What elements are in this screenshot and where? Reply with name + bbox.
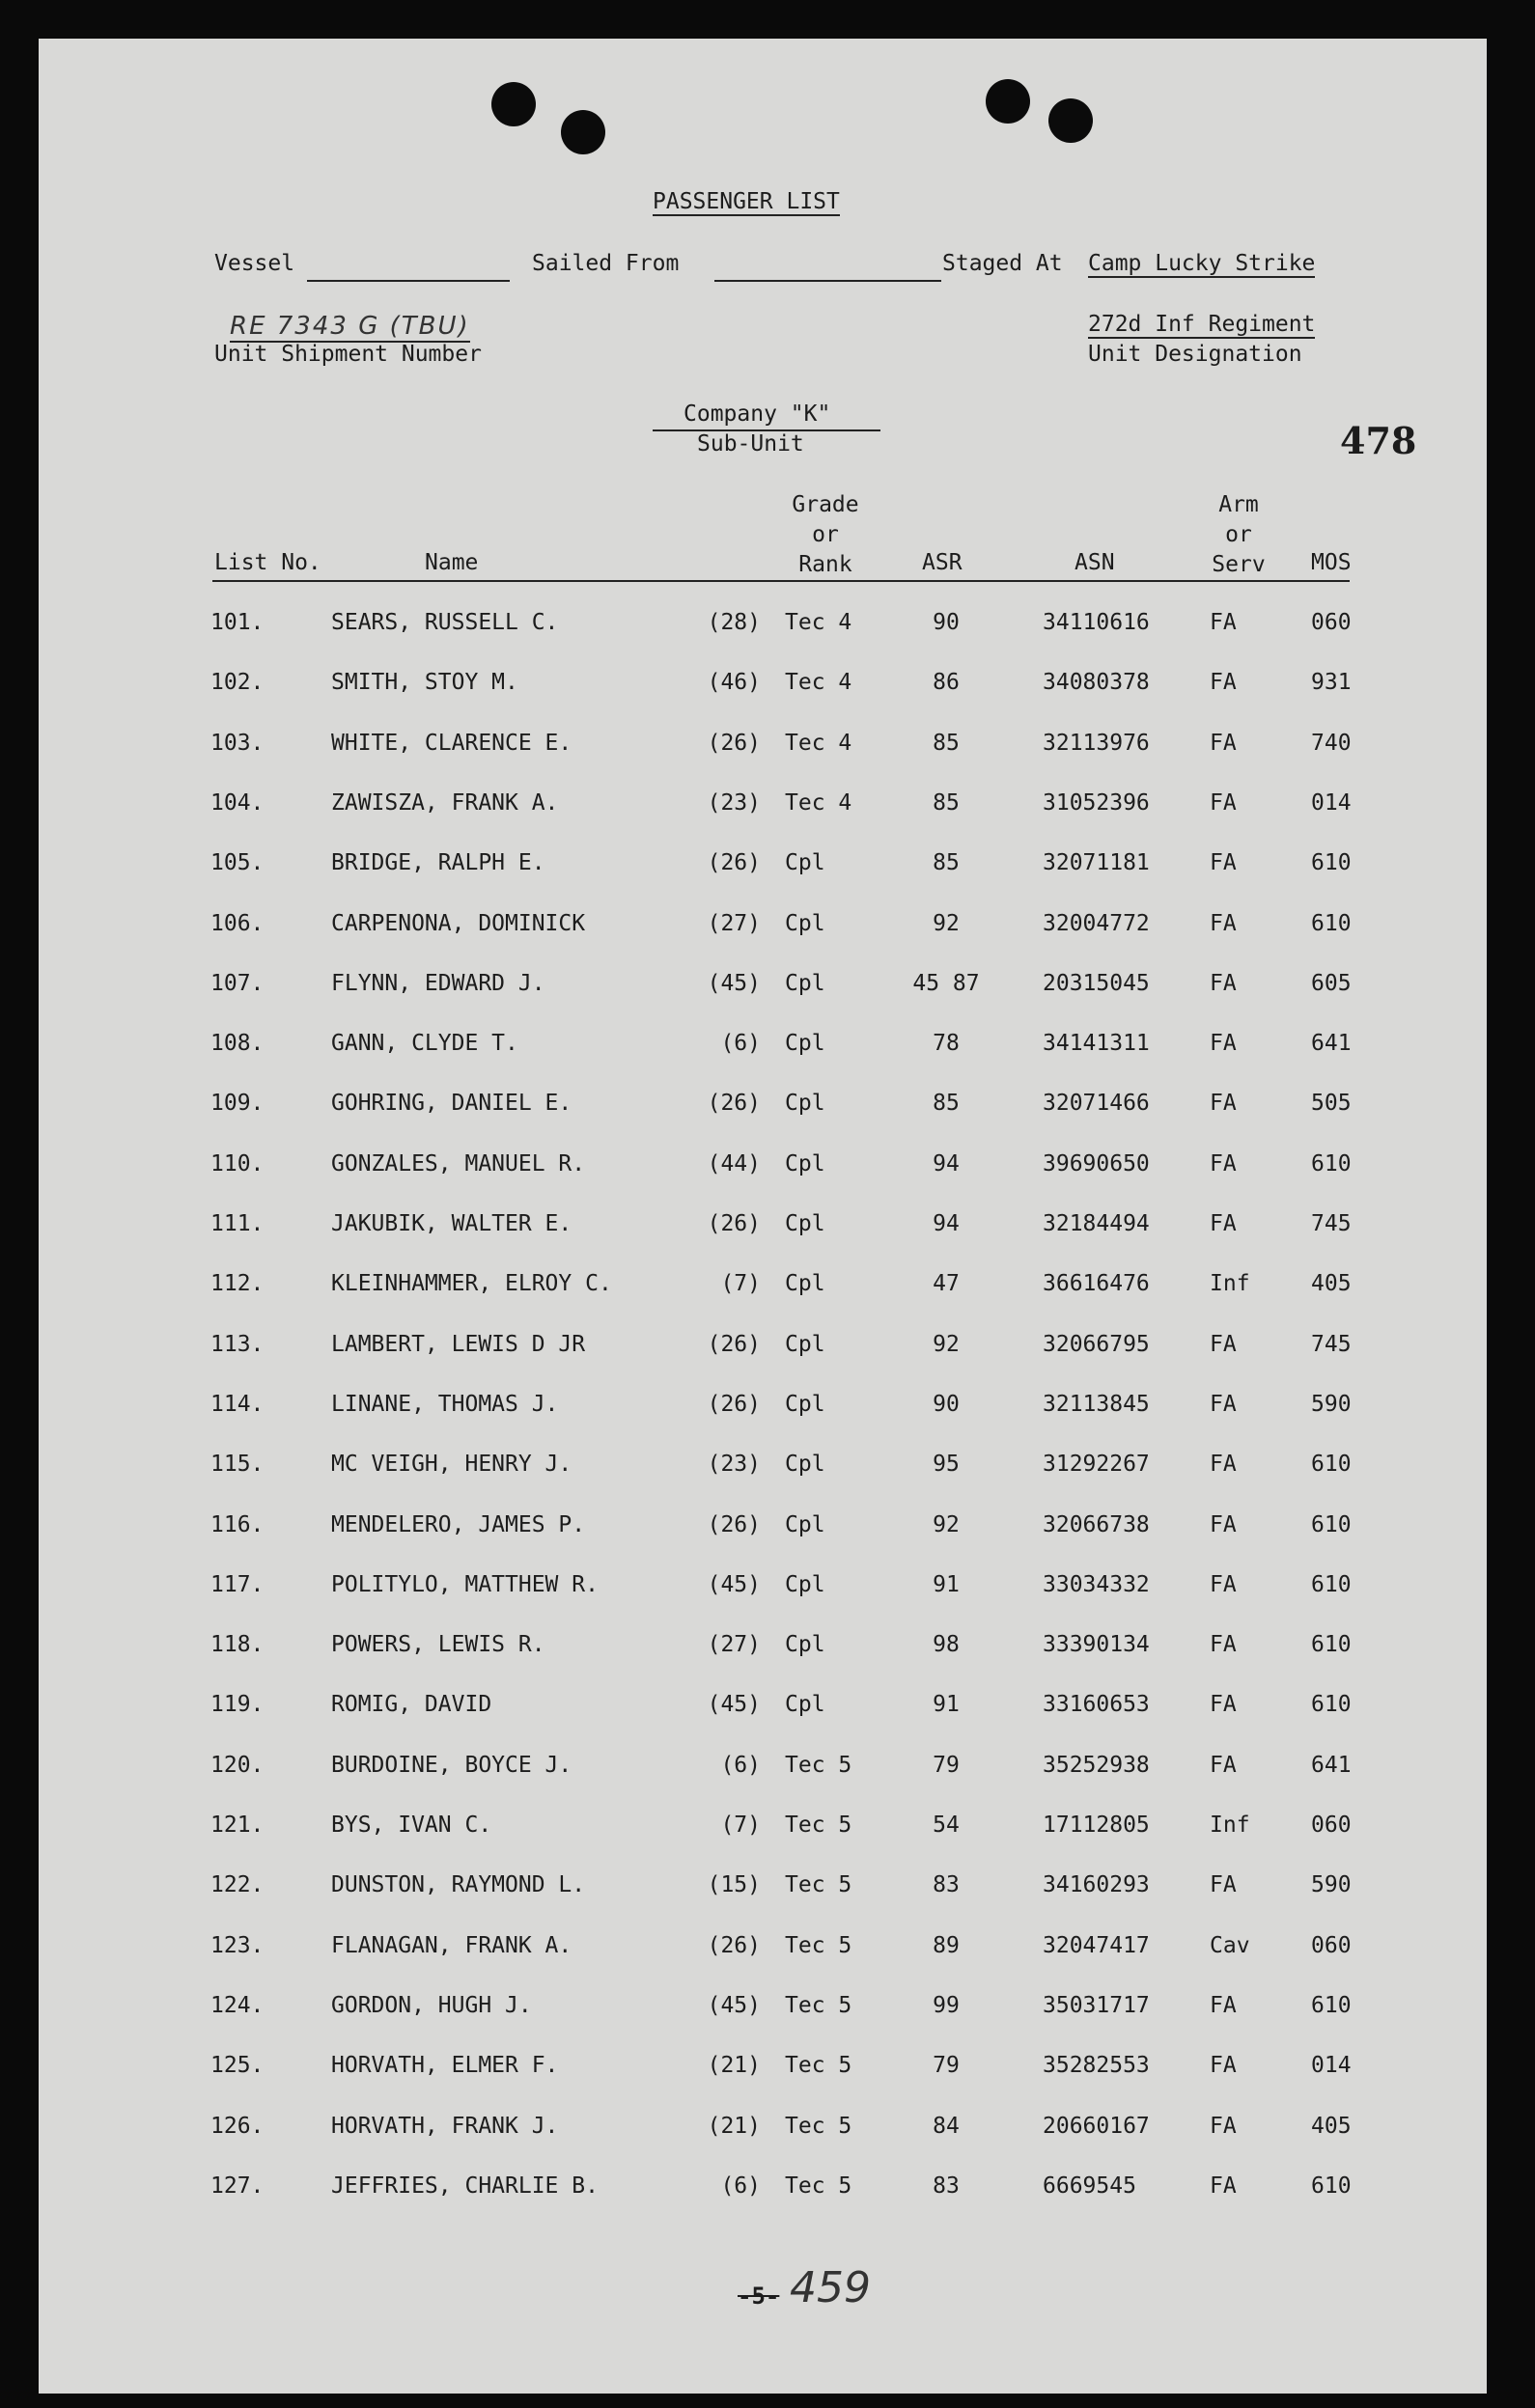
grade-cell: Tec 4 — [785, 731, 852, 756]
name-cell: JEFFRIES, CHARLIE B. — [331, 2173, 599, 2199]
col-header-asn: ASN — [1074, 550, 1115, 575]
age-cell: (26) — [707, 731, 761, 756]
table-row — [39, 1091, 1487, 1129]
arm-cell: FA — [1210, 610, 1237, 635]
header-rule — [212, 580, 1350, 582]
age-cell: (26) — [707, 1512, 761, 1537]
list-no-cell: 103. — [210, 731, 265, 756]
mos-cell: 745 — [1311, 1211, 1352, 1236]
punch-hole — [986, 79, 1030, 124]
asn-cell: 6669545 — [1043, 2173, 1136, 2199]
grade-cell: Tec 5 — [785, 1933, 852, 1958]
list-no-cell: 127. — [210, 2173, 265, 2199]
subunit-label: Sub-Unit — [697, 431, 804, 457]
arm-cell: FA — [1210, 2114, 1237, 2139]
name-cell: HORVATH, FRANK J. — [331, 2114, 559, 2139]
grade-cell: Cpl — [785, 1632, 825, 1657]
mos-cell: 590 — [1311, 1872, 1352, 1897]
name-cell: BYS, IVAN C. — [331, 1813, 492, 1838]
punch-hole — [561, 110, 605, 154]
arm-cell: FA — [1210, 1692, 1237, 1717]
col-header-arm-line3: Serv — [1212, 552, 1266, 577]
mos-cell: 060 — [1311, 610, 1352, 635]
arm-cell: FA — [1210, 1753, 1237, 1778]
grade-cell: Cpl — [785, 1392, 825, 1417]
asn-cell: 32004772 — [1043, 911, 1150, 936]
col-header-arm-line1: Arm — [1218, 492, 1259, 517]
grade-cell: Cpl — [785, 911, 825, 936]
mos-cell: 610 — [1311, 1151, 1352, 1176]
name-cell: LAMBERT, LEWIS D JR — [331, 1332, 586, 1357]
asr-cell: 83 — [933, 2173, 960, 2199]
col-header-arm-line2: or — [1225, 522, 1252, 547]
age-cell: (23) — [707, 790, 761, 816]
age-cell: (45) — [707, 971, 761, 996]
arm-cell: FA — [1210, 1512, 1237, 1537]
age-cell: (26) — [707, 1091, 761, 1116]
asn-cell: 32047417 — [1043, 1933, 1150, 1958]
name-cell: GANN, CLYDE T. — [331, 1031, 518, 1056]
list-no-cell: 123. — [210, 1933, 265, 1958]
table-row — [39, 850, 1487, 889]
name-cell: MENDELERO, JAMES P. — [331, 1512, 586, 1537]
mos-cell: 405 — [1311, 1271, 1352, 1296]
name-cell: GOHRING, DANIEL E. — [331, 1091, 572, 1116]
name-cell: BRIDGE, RALPH E. — [331, 850, 545, 875]
age-cell: (45) — [707, 1572, 761, 1597]
list-no-cell: 111. — [210, 1211, 265, 1236]
asr-cell: 91 — [933, 1572, 960, 1597]
table-row — [39, 1572, 1487, 1611]
arm-cell: FA — [1210, 1572, 1237, 1597]
grade-cell: Tec 5 — [785, 2114, 852, 2139]
table-row — [39, 911, 1487, 950]
asr-cell: 45 87 — [912, 971, 980, 996]
name-cell: FLANAGAN, FRANK A. — [331, 1933, 572, 1958]
age-cell: (6) — [720, 1753, 761, 1778]
table-row — [39, 1872, 1487, 1911]
asn-cell: 32066738 — [1043, 1512, 1150, 1537]
age-cell: (15) — [707, 1872, 761, 1897]
name-cell: ZAWISZA, FRANK A. — [331, 790, 559, 816]
asr-cell: 94 — [933, 1211, 960, 1236]
list-no-cell: 126. — [210, 2114, 265, 2139]
age-cell: (45) — [707, 1993, 761, 2018]
shipment-number-value: RE 7343 G (TBU) — [230, 312, 470, 341]
table-row — [39, 971, 1487, 1010]
asr-cell: 85 — [933, 1091, 960, 1116]
table-row — [39, 731, 1487, 769]
asr-cell: 78 — [933, 1031, 960, 1056]
mos-cell: 745 — [1311, 1332, 1352, 1357]
mos-cell: 641 — [1311, 1753, 1352, 1778]
asn-cell: 20315045 — [1043, 971, 1150, 996]
asr-cell: 85 — [933, 790, 960, 816]
col-header-name: Name — [425, 550, 479, 575]
arm-cell: FA — [1210, 1993, 1237, 2018]
asn-cell: 32113976 — [1043, 731, 1150, 756]
col-header-asr: ASR — [922, 550, 963, 575]
mos-cell: 610 — [1311, 1692, 1352, 1717]
arm-cell: FA — [1210, 850, 1237, 875]
list-no-cell: 105. — [210, 850, 265, 875]
list-no-cell: 117. — [210, 1572, 265, 1597]
asr-cell: 85 — [933, 731, 960, 756]
age-cell: (26) — [707, 850, 761, 875]
list-no-cell: 104. — [210, 790, 265, 816]
age-cell: (7) — [720, 1813, 761, 1838]
mos-cell: 610 — [1311, 911, 1352, 936]
name-cell: MC VEIGH, HENRY J. — [331, 1452, 572, 1477]
asn-cell: 33390134 — [1043, 1632, 1150, 1657]
asr-cell: 47 — [933, 1271, 960, 1296]
asr-cell: 92 — [933, 911, 960, 936]
mos-cell: 641 — [1311, 1031, 1352, 1056]
grade-cell: Cpl — [785, 1151, 825, 1176]
subunit-value: Company "K" — [684, 401, 831, 427]
asn-cell: 35252938 — [1043, 1753, 1150, 1778]
mos-cell: 610 — [1311, 1452, 1352, 1477]
list-no-cell: 121. — [210, 1813, 265, 1838]
punch-hole — [491, 82, 536, 126]
arm-cell: FA — [1210, 1031, 1237, 1056]
col-header-grade-line1: Grade — [792, 492, 859, 517]
asn-cell: 31292267 — [1043, 1452, 1150, 1477]
mos-cell: 610 — [1311, 1512, 1352, 1537]
name-cell: GORDON, HUGH J. — [331, 1993, 532, 2018]
arm-cell: Cav — [1210, 1933, 1250, 1958]
list-no-cell: 114. — [210, 1392, 265, 1417]
asr-cell: 90 — [933, 610, 960, 635]
grade-cell: Cpl — [785, 1091, 825, 1116]
table-row — [39, 1993, 1487, 2032]
mos-cell: 610 — [1311, 1993, 1352, 2018]
table-row — [39, 1933, 1487, 1972]
grade-cell: Cpl — [785, 1512, 825, 1537]
table-row — [39, 1031, 1487, 1069]
col-header-grade-line2: or — [812, 522, 839, 547]
table-row — [39, 2114, 1487, 2152]
name-cell: CARPENONA, DOMINICK — [331, 911, 586, 936]
col-header-mos: MOS — [1311, 550, 1352, 575]
list-no-cell: 115. — [210, 1452, 265, 1477]
asn-cell: 35031717 — [1043, 1993, 1150, 2018]
arm-cell: FA — [1210, 1392, 1237, 1417]
grade-cell: Tec 4 — [785, 790, 852, 816]
arm-cell: FA — [1210, 1151, 1237, 1176]
age-cell: (46) — [707, 670, 761, 695]
asn-cell: 17112805 — [1043, 1813, 1150, 1838]
asr-cell: 98 — [933, 1632, 960, 1657]
list-no-cell: 102. — [210, 670, 265, 695]
asn-cell: 32071181 — [1043, 850, 1150, 875]
grade-cell: Cpl — [785, 1271, 825, 1296]
grade-cell: Tec 5 — [785, 2173, 852, 2199]
asr-cell: 79 — [933, 1753, 960, 1778]
table-row — [39, 610, 1487, 649]
table-row — [39, 1512, 1487, 1551]
grade-cell: Cpl — [785, 1452, 825, 1477]
mos-cell: 931 — [1311, 670, 1352, 695]
arm-cell: FA — [1210, 731, 1237, 756]
asr-cell: 86 — [933, 670, 960, 695]
list-no-cell: 116. — [210, 1512, 265, 1537]
asn-cell: 31052396 — [1043, 790, 1150, 816]
arm-cell: FA — [1210, 2053, 1237, 2078]
asr-cell: 99 — [933, 1993, 960, 2018]
asr-cell: 83 — [933, 1872, 960, 1897]
name-cell: LINANE, THOMAS J. — [331, 1392, 559, 1417]
age-cell: (28) — [707, 610, 761, 635]
mos-cell: 590 — [1311, 1392, 1352, 1417]
mos-cell: 405 — [1311, 2114, 1352, 2139]
arm-cell: FA — [1210, 911, 1237, 936]
list-no-cell: 107. — [210, 971, 265, 996]
name-cell: WHITE, CLARENCE E. — [331, 731, 572, 756]
table-row — [39, 1753, 1487, 1791]
list-no-cell: 106. — [210, 911, 265, 936]
table-row — [39, 1151, 1487, 1190]
arm-cell: FA — [1210, 2173, 1237, 2199]
mos-cell: 610 — [1311, 1632, 1352, 1657]
asn-cell: 34080378 — [1043, 670, 1150, 695]
mos-cell: 610 — [1311, 850, 1352, 875]
age-cell: (26) — [707, 1392, 761, 1417]
grade-cell: Cpl — [785, 971, 825, 996]
staged-at-label: Staged At — [942, 251, 1063, 276]
sailed-from-label: Sailed From — [532, 251, 680, 276]
table-row — [39, 1632, 1487, 1671]
document-page — [39, 39, 1487, 2394]
handwritten-page-number: 459 — [790, 2263, 871, 2312]
name-cell: GONZALES, MANUEL R. — [331, 1151, 586, 1176]
grade-cell: Tec 5 — [785, 2053, 852, 2078]
regiment-value: 272d Inf Regiment — [1088, 312, 1316, 337]
age-cell: (23) — [707, 1452, 761, 1477]
age-cell: (27) — [707, 1632, 761, 1657]
asn-cell: 20660167 — [1043, 2114, 1150, 2139]
table-row — [39, 1692, 1487, 1730]
mos-cell: 740 — [1311, 731, 1352, 756]
arm-cell: FA — [1210, 1091, 1237, 1116]
regiment-label: Unit Designation — [1088, 342, 1302, 367]
table-row — [39, 1813, 1487, 1851]
page-stamp: 478 — [1340, 419, 1417, 462]
asn-cell: 39690650 — [1043, 1151, 1150, 1176]
sailed-from-blank-line — [714, 280, 941, 282]
asn-cell: 36616476 — [1043, 1271, 1150, 1296]
list-no-cell: 122. — [210, 1872, 265, 1897]
arm-cell: FA — [1210, 971, 1237, 996]
table-row — [39, 2173, 1487, 2212]
grade-cell: Tec 5 — [785, 1813, 852, 1838]
age-cell: (27) — [707, 911, 761, 936]
list-no-cell: 108. — [210, 1031, 265, 1056]
list-no-cell: 113. — [210, 1332, 265, 1357]
age-cell: (6) — [720, 1031, 761, 1056]
name-cell: SEARS, RUSSELL C. — [331, 610, 559, 635]
asn-cell: 34141311 — [1043, 1031, 1150, 1056]
name-cell: POLITYLO, MATTHEW R. — [331, 1572, 599, 1597]
asr-cell: 84 — [933, 2114, 960, 2139]
grade-cell: Tec 4 — [785, 670, 852, 695]
grade-cell: Tec 5 — [785, 1753, 852, 1778]
asr-cell: 89 — [933, 1933, 960, 1958]
page-number: -5- — [738, 2283, 780, 2310]
grade-cell: Tec 4 — [785, 610, 852, 635]
asr-cell: 95 — [933, 1452, 960, 1477]
arm-cell: FA — [1210, 670, 1237, 695]
asn-cell: 35282553 — [1043, 2053, 1150, 2078]
list-no-cell: 120. — [210, 1753, 265, 1778]
arm-cell: FA — [1210, 1452, 1237, 1477]
mos-cell: 605 — [1311, 971, 1352, 996]
grade-cell: Cpl — [785, 850, 825, 875]
asn-cell: 33160653 — [1043, 1692, 1150, 1717]
asn-cell: 34160293 — [1043, 1872, 1150, 1897]
mos-cell: 610 — [1311, 1572, 1352, 1597]
age-cell: (44) — [707, 1151, 761, 1176]
grade-cell: Cpl — [785, 1031, 825, 1056]
grade-cell: Tec 5 — [785, 1872, 852, 1897]
age-cell: (26) — [707, 1332, 761, 1357]
mos-cell: 060 — [1311, 1813, 1352, 1838]
age-cell: (7) — [720, 1271, 761, 1296]
table-row — [39, 1211, 1487, 1250]
arm-cell: Inf — [1210, 1813, 1250, 1838]
asr-cell: 85 — [933, 850, 960, 875]
col-header-grade-line3: Rank — [798, 552, 852, 577]
name-cell: BURDOINE, BOYCE J. — [331, 1753, 572, 1778]
asr-cell: 92 — [933, 1332, 960, 1357]
asr-cell: 54 — [933, 1813, 960, 1838]
asn-cell: 32184494 — [1043, 1211, 1150, 1236]
mos-cell: 610 — [1311, 2173, 1352, 2199]
shipment-number-label: Unit Shipment Number — [214, 342, 482, 367]
mos-cell: 505 — [1311, 1091, 1352, 1116]
name-cell: SMITH, STOY M. — [331, 670, 518, 695]
table-row — [39, 670, 1487, 708]
list-no-cell: 110. — [210, 1151, 265, 1176]
arm-cell: FA — [1210, 1332, 1237, 1357]
arm-cell: FA — [1210, 1211, 1237, 1236]
asr-cell: 79 — [933, 2053, 960, 2078]
staged-at-value: Camp Lucky Strike — [1088, 251, 1316, 276]
name-cell: ROMIG, DAVID — [331, 1692, 492, 1717]
list-no-cell: 112. — [210, 1271, 265, 1296]
mos-cell: 014 — [1311, 2053, 1352, 2078]
col-header-grade — [772, 490, 879, 580]
asn-cell: 33034332 — [1043, 1572, 1150, 1597]
list-no-cell: 125. — [210, 2053, 265, 2078]
age-cell: (26) — [707, 1933, 761, 1958]
asn-cell: 32113845 — [1043, 1392, 1150, 1417]
table-row — [39, 1392, 1487, 1430]
age-cell: (45) — [707, 1692, 761, 1717]
list-no-cell: 124. — [210, 1993, 265, 2018]
name-cell: HORVATH, ELMER F. — [331, 2053, 559, 2078]
punch-hole — [1048, 98, 1093, 143]
asn-cell: 32066795 — [1043, 1332, 1150, 1357]
asn-cell: 34110616 — [1043, 610, 1150, 635]
table-row — [39, 2053, 1487, 2091]
age-cell: (21) — [707, 2053, 761, 2078]
name-cell: KLEINHAMMER, ELROY C. — [331, 1271, 612, 1296]
asr-cell: 92 — [933, 1512, 960, 1537]
asn-cell: 32071466 — [1043, 1091, 1150, 1116]
list-no-cell: 118. — [210, 1632, 265, 1657]
page-title: PASSENGER LIST — [653, 189, 840, 214]
col-header-arm — [1195, 490, 1282, 580]
name-cell: DUNSTON, RAYMOND L. — [331, 1872, 586, 1897]
age-cell: (26) — [707, 1211, 761, 1236]
name-cell: POWERS, LEWIS R. — [331, 1632, 545, 1657]
age-cell: (21) — [707, 2114, 761, 2139]
grade-cell: Cpl — [785, 1572, 825, 1597]
col-header-list-no: List No. — [214, 550, 321, 575]
grade-cell: Cpl — [785, 1692, 825, 1717]
asr-cell: 91 — [933, 1692, 960, 1717]
table-row — [39, 1271, 1487, 1310]
grade-cell: Cpl — [785, 1211, 825, 1236]
table-row — [39, 790, 1487, 829]
arm-cell: FA — [1210, 790, 1237, 816]
list-no-cell: 109. — [210, 1091, 265, 1116]
asr-cell: 90 — [933, 1392, 960, 1417]
grade-cell: Tec 5 — [785, 1993, 852, 2018]
mos-cell: 060 — [1311, 1933, 1352, 1958]
asr-cell: 94 — [933, 1151, 960, 1176]
age-cell: (6) — [720, 2173, 761, 2199]
arm-cell: FA — [1210, 1872, 1237, 1897]
vessel-blank-line — [307, 280, 510, 282]
arm-cell: Inf — [1210, 1271, 1250, 1296]
arm-cell: FA — [1210, 1632, 1237, 1657]
grade-cell: Cpl — [785, 1332, 825, 1357]
name-cell: FLYNN, EDWARD J. — [331, 971, 545, 996]
table-row — [39, 1332, 1487, 1370]
vessel-label: Vessel — [214, 251, 295, 276]
name-cell: JAKUBIK, WALTER E. — [331, 1211, 572, 1236]
list-no-cell: 101. — [210, 610, 265, 635]
mos-cell: 014 — [1311, 790, 1352, 816]
list-no-cell: 119. — [210, 1692, 265, 1717]
table-row — [39, 1452, 1487, 1490]
